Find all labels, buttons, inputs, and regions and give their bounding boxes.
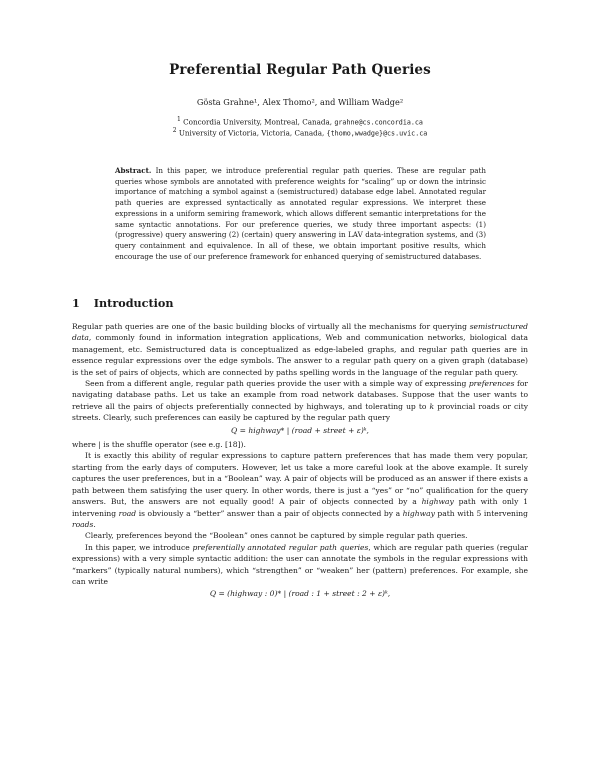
equation: Q = (highway : 0)* | (road : 1 + street : 2 + ε)ᵏ,: [209, 589, 391, 599]
abstract: [115, 166, 486, 262]
affiliation-2: [0, 127, 600, 137]
abstract-label: Abstract.: [115, 166, 152, 175]
paragraph: Regular path queries are one of the basic building blocks of virtually all the mechanisms for querying semistructured data, commonly found in information integration applications, Web and communication networks, biological data management, etc. Semistructured data is conceptualized as edge-labeled graphs, and regular path queries are in essence regular expressions over the edge symbols. The answer to a regular path query on a given graph (database) is the set of pairs of objects, which are connected by paths spelling words in the language of the regular path query.: [72, 322, 528, 377]
equation: Q = highway* | (road + street + ε)ᵏ,: [231, 425, 369, 435]
section-title: Introduction: [93, 296, 174, 310]
affiliation-text: University of Victoria, Victoria, Canada,: [178, 128, 327, 138]
paragraph: Seen from a different angle, regular path queries provide the user with a simple way of expressing preferences for navigating database paths. Let us take an example from road network databases. Suppose that the user wants to retrieve all the pairs of objects preferentially connected by highways, and tolerating up to k provincial roads or city streets. Clearly, such preferences can easily be captured by the regular path query: [72, 379, 528, 423]
paragraph: In this paper, we introduce preferentially annotated regular path queries, which are regular path queries (regular expressions) with a very simple syntactic addition: the user can annotate the symbols in the regular expressions with “markers” (typically natural numbers), which “strengthen” or “weaken” her (pattern) preferences. For example, she can write: [72, 542, 528, 586]
affiliation-email: {thomo,wwadge}@cs.uvic.ca: [326, 129, 428, 138]
abstract-text: In this paper, we introduce preferential regular path queries. These are regular path queries whose symbols are annotated with preference weights for “scaling” up or down the intrinsic importance of matching a symbol against a (semistructured) database edge label. Annotated regular path queries are expressed syntactically as annotated regular expressions. We interpret these expressions in a uniform semiring framework, which allows different semantic interpretations for the same syntactic annotations. For our preference queries, we study three important aspects: (1) (progressive) query answering (2) (certain) query answering in LAV data-integration systems, and (3) query containment and equivalence. In all of these, we obtain important positive results, which encourage the use of our preference framework for enhanced querying of semistructured databases.: [115, 166, 486, 261]
paragraph: where | is the shuffle operator (see e.g. [18]).: [72, 440, 246, 450]
affiliation-marker: 2: [172, 127, 177, 134]
paragraph: Clearly, preferences beyond the “Boolean” ones cannot be captured by simple regular path queries.: [85, 531, 468, 541]
section-body: [72, 321, 528, 603]
author-list: Gösta Grahne¹, Alex Thomo², and William Wadge²: [196, 97, 404, 107]
section-heading: [72, 296, 173, 310]
affiliation-marker: 1: [177, 116, 181, 123]
affiliation-1: [0, 116, 600, 126]
affiliation-email: grahne@cs.concordia.ca: [334, 118, 423, 127]
section-number: 1: [72, 296, 80, 310]
affiliation-text: Concordia University, Montreal, Canada,: [183, 117, 335, 127]
paragraph: It is exactly this ability of regular expressions to capture pattern preferences that has made them very popular, starting from the early days of computers. However, let us take a more careful look at the above example. It surely captures the user preferences, but in a “Boolean” way. A pair of objects will be produced as an answer if there exists a path between them satisfying the user query. In other words, there is just a “yes” or “no” qualification for the query answers. But, the answers are not equally good! A pair of objects connected by a highway path with only 1 intervening road is obviously a “better” answer than a pair of objects connected by a highway path with 5 intervening roads.: [72, 451, 528, 529]
paper-title: Preferential Regular Path Queries: [169, 62, 431, 78]
